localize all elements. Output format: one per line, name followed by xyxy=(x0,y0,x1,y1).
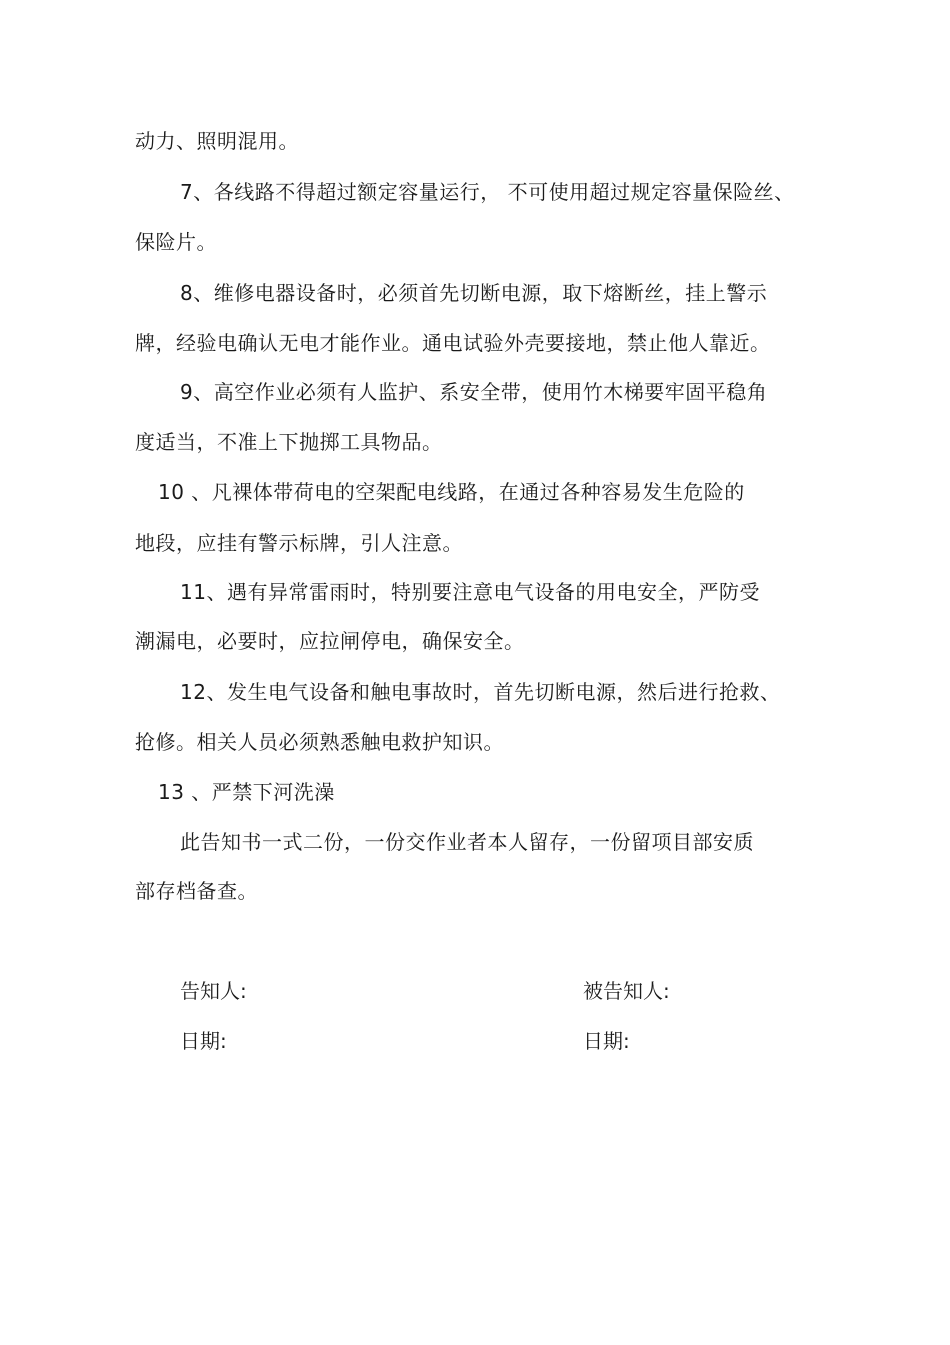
text-line-4: 8、维修电器设备时，必须首先切断电源，取下熔断丝，挂上警示 xyxy=(180,281,768,305)
text-line-16: 部存档备查。 xyxy=(135,879,258,903)
text-line-7: 度适当，不准上下抛掷工具物品。 xyxy=(135,430,443,454)
notifier-label: 告知人: xyxy=(180,979,247,1003)
text-line-14: 13 、严禁下河洗澡 xyxy=(158,780,335,804)
notified-label: 被告知人: xyxy=(583,979,670,1003)
text-line-6: 9、高空作业必须有人监护、系安全带，使用竹木梯要牢固平稳角 xyxy=(180,380,768,404)
date-label-right: 日期: xyxy=(583,1029,630,1053)
text-line-11: 潮漏电，必要时，应拉闸停电，确保安全。 xyxy=(135,629,525,653)
text-line-12: 12、发生电气设备和触电事故时，首先切断电源，然后进行抢救、 xyxy=(180,680,781,704)
text-line-15: 此告知书一式二份，一份交作业者本人留存，一份留项目部安质 xyxy=(180,830,754,854)
text-line-3: 保险片。 xyxy=(135,230,217,254)
text-line-1: 动力、照明混用。 xyxy=(135,129,299,153)
text-line-9: 地段，应挂有警示标牌，引人注意。 xyxy=(135,531,463,555)
date-label-left: 日期: xyxy=(180,1029,227,1053)
text-line-5: 牌，经验电确认无电才能作业。通电试验外壳要接地，禁止他人靠近。 xyxy=(135,331,771,355)
text-line-2: 7、各线路不得超过额定容量运行， 不可使用超过规定容量保险丝、 xyxy=(180,180,795,204)
text-line-10: 11、遇有异常雷雨时，特别要注意电气设备的用电安全，严防受 xyxy=(180,580,760,604)
text-line-13: 抢修。相关人员必须熟悉触电救护知识。 xyxy=(135,730,504,754)
text-line-8: 10 、凡裸体带荷电的空架配电线路，在通过各种容易发生危险的 xyxy=(158,480,745,504)
